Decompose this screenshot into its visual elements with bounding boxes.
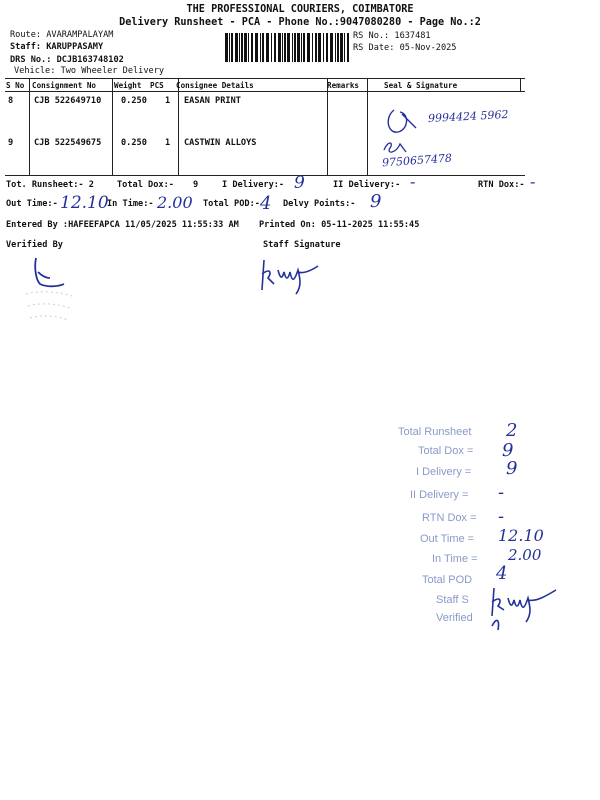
stamp-staff-signature — [486, 582, 566, 632]
total-pod-value: 4 — [260, 193, 272, 214]
verified-by-label: Verified By — [6, 240, 63, 250]
barcode-bar — [326, 33, 328, 62]
staff-signature — [258, 254, 328, 296]
row-2-sno: 9 — [8, 138, 14, 148]
barcode-bar — [323, 33, 324, 62]
barcode-bar — [235, 33, 238, 62]
stamp-row-4-label: II Delivery = — [410, 489, 469, 501]
row-2-pcs: 1 — [165, 138, 171, 148]
staff-text: Staff: KARUPPASAMY — [10, 42, 104, 52]
barcode-bar — [229, 33, 230, 62]
row-2-phone: 9750657478 — [381, 151, 453, 170]
barcode-bar — [307, 33, 310, 62]
barcode-bar — [262, 33, 264, 62]
barcode-bar — [244, 33, 247, 62]
route-text: Route: AVARAMPALAYAM — [10, 30, 114, 40]
barcode-bar — [239, 33, 240, 62]
stamp-row-8-label: Total POD — [422, 574, 473, 586]
entered-by: Entered By :HAFEEFAPCA 11/05/2025 11:55:33 AM — [6, 220, 239, 230]
barcode-bar — [301, 33, 302, 62]
faint-stamp — [20, 286, 80, 326]
row-1-phone: 9994424 5962 — [427, 107, 509, 126]
col-pcs: PCS — [150, 81, 164, 90]
company-title: THE PROFESSIONAL COURIERS, COIMBATORE — [186, 4, 414, 15]
barcode-bar — [287, 33, 290, 62]
barcode-bar — [225, 33, 228, 62]
barcode-bar — [278, 33, 281, 62]
stamp-row-3-value: 9 — [506, 458, 518, 479]
rtn-dox-label: RTN Dox:- — [478, 180, 525, 190]
row-1-weight: 0.250 — [121, 96, 147, 106]
total-dox-value: 9 — [193, 180, 199, 190]
barcode-bar — [297, 33, 300, 62]
barcode-bar — [292, 33, 293, 62]
barcode-bar — [255, 33, 258, 62]
barcode-bar — [260, 33, 261, 62]
barcode-bar — [303, 33, 305, 62]
i-delivery-value: 9 — [294, 173, 305, 193]
barcode-bar — [335, 33, 336, 62]
out-time-label: Out Time:- — [6, 199, 58, 209]
staff-signature-label: Staff Signature — [263, 240, 341, 250]
barcode-bar — [344, 33, 345, 62]
barcode-bar — [284, 33, 286, 62]
barcode-bar — [330, 33, 333, 62]
barcode-bar — [274, 33, 276, 62]
printed-on: Printed On: 05-11-2025 11:55:45 — [259, 220, 420, 230]
col-consignment: Consignment No — [32, 81, 97, 90]
row-1-sno: 8 — [8, 96, 14, 106]
row-1-pcs: 1 — [165, 96, 171, 106]
stamp-row-6-value: 12.10 — [498, 526, 544, 545]
stamp-row-6-label: Out Time = — [420, 533, 475, 545]
summary-stamp — [392, 422, 592, 632]
stamp-row-1-label: Total Runsheet — [398, 426, 472, 438]
row-2-signature-scribble — [380, 138, 410, 156]
total-dox-label: Total Dox:- — [117, 180, 174, 190]
ii-delivery-label: II Delivery:- — [333, 180, 401, 190]
col-sno: S No — [6, 81, 25, 90]
row-1-consignment: CJB 522649710 — [34, 96, 102, 106]
tot-runsheet: Tot. Runsheet:- 2 — [6, 180, 94, 190]
row-2-consignee: CASTWIN ALLOYS — [184, 138, 257, 148]
rtn-dox-value: - — [530, 172, 536, 191]
barcode-bar — [266, 33, 269, 62]
row-1-consignee: EASAN PRINT — [184, 96, 241, 106]
row-2-consignment: CJB 522549675 — [34, 138, 102, 148]
col-weight: Weight — [114, 81, 142, 90]
barcode-bar — [241, 33, 243, 62]
barcode-bar — [318, 33, 321, 62]
barcode-bar — [294, 33, 296, 62]
barcode-bar — [340, 33, 343, 62]
barcode-bar — [315, 33, 317, 62]
vehicle-text: Vehicle: Two Wheeler Delivery — [14, 66, 165, 76]
barcode — [225, 33, 350, 62]
barcode-bar — [312, 33, 313, 62]
in-time-value: 2.00 — [157, 193, 193, 212]
rs-date: RS Date: 05-Nov-2025 — [353, 43, 457, 53]
barcode-bar — [282, 33, 283, 62]
drs-text: DRS No.: DCJB163748102 — [10, 55, 124, 65]
col-consignee: Consignee Details — [176, 81, 254, 90]
barcode-bar — [271, 33, 272, 62]
barcode-bar — [231, 33, 233, 62]
stamp-row-3-label: I Delivery = — [416, 466, 472, 478]
delvy-points-value: 9 — [370, 191, 382, 212]
stamp-row-2-label: Total Dox = — [418, 445, 474, 457]
row-1-signature-scribble — [380, 104, 420, 140]
col-signature: Seal & Signature — [384, 81, 458, 90]
ii-delivery-value: - — [410, 172, 416, 191]
barcode-bar — [347, 33, 349, 62]
stamp-row-5-value: - — [498, 506, 505, 527]
stamp-row-10-label: Verified — [436, 612, 473, 624]
total-pod-label: Total POD:- — [203, 199, 260, 209]
stamp-row-7-value: 2.00 — [508, 546, 542, 564]
out-time-value: 12.10 — [60, 193, 109, 213]
barcode-bar — [337, 33, 339, 62]
stamp-row-9-label: Staff S — [436, 594, 469, 606]
row-2-weight: 0.250 — [121, 138, 147, 148]
runsheet-subtitle: Delivery Runsheet - PCA - Phone No.:9047080280 - Page No.:2 — [119, 17, 481, 28]
stamp-row-7-label: In Time = — [432, 553, 478, 565]
stamp-row-1-value: 2 — [506, 420, 518, 441]
i-delivery-label: I Delivery:- — [222, 180, 285, 190]
barcode-bar — [251, 33, 253, 62]
barcode-bar — [248, 33, 249, 62]
rs-number: RS No.: 1637481 — [353, 31, 431, 41]
stamp-row-2-value: 9 — [502, 440, 514, 461]
in-time-label: In Time:- — [107, 199, 154, 209]
stamp-row-8-value: 4 — [496, 563, 508, 584]
col-remarks: Remarks — [327, 81, 360, 90]
stamp-row-4-value: - — [498, 482, 505, 503]
delvy-points-label: Delvy Points:- — [283, 199, 356, 209]
barcode-graphic — [225, 33, 350, 62]
stamp-row-5-label: RTN Dox = — [422, 512, 477, 524]
